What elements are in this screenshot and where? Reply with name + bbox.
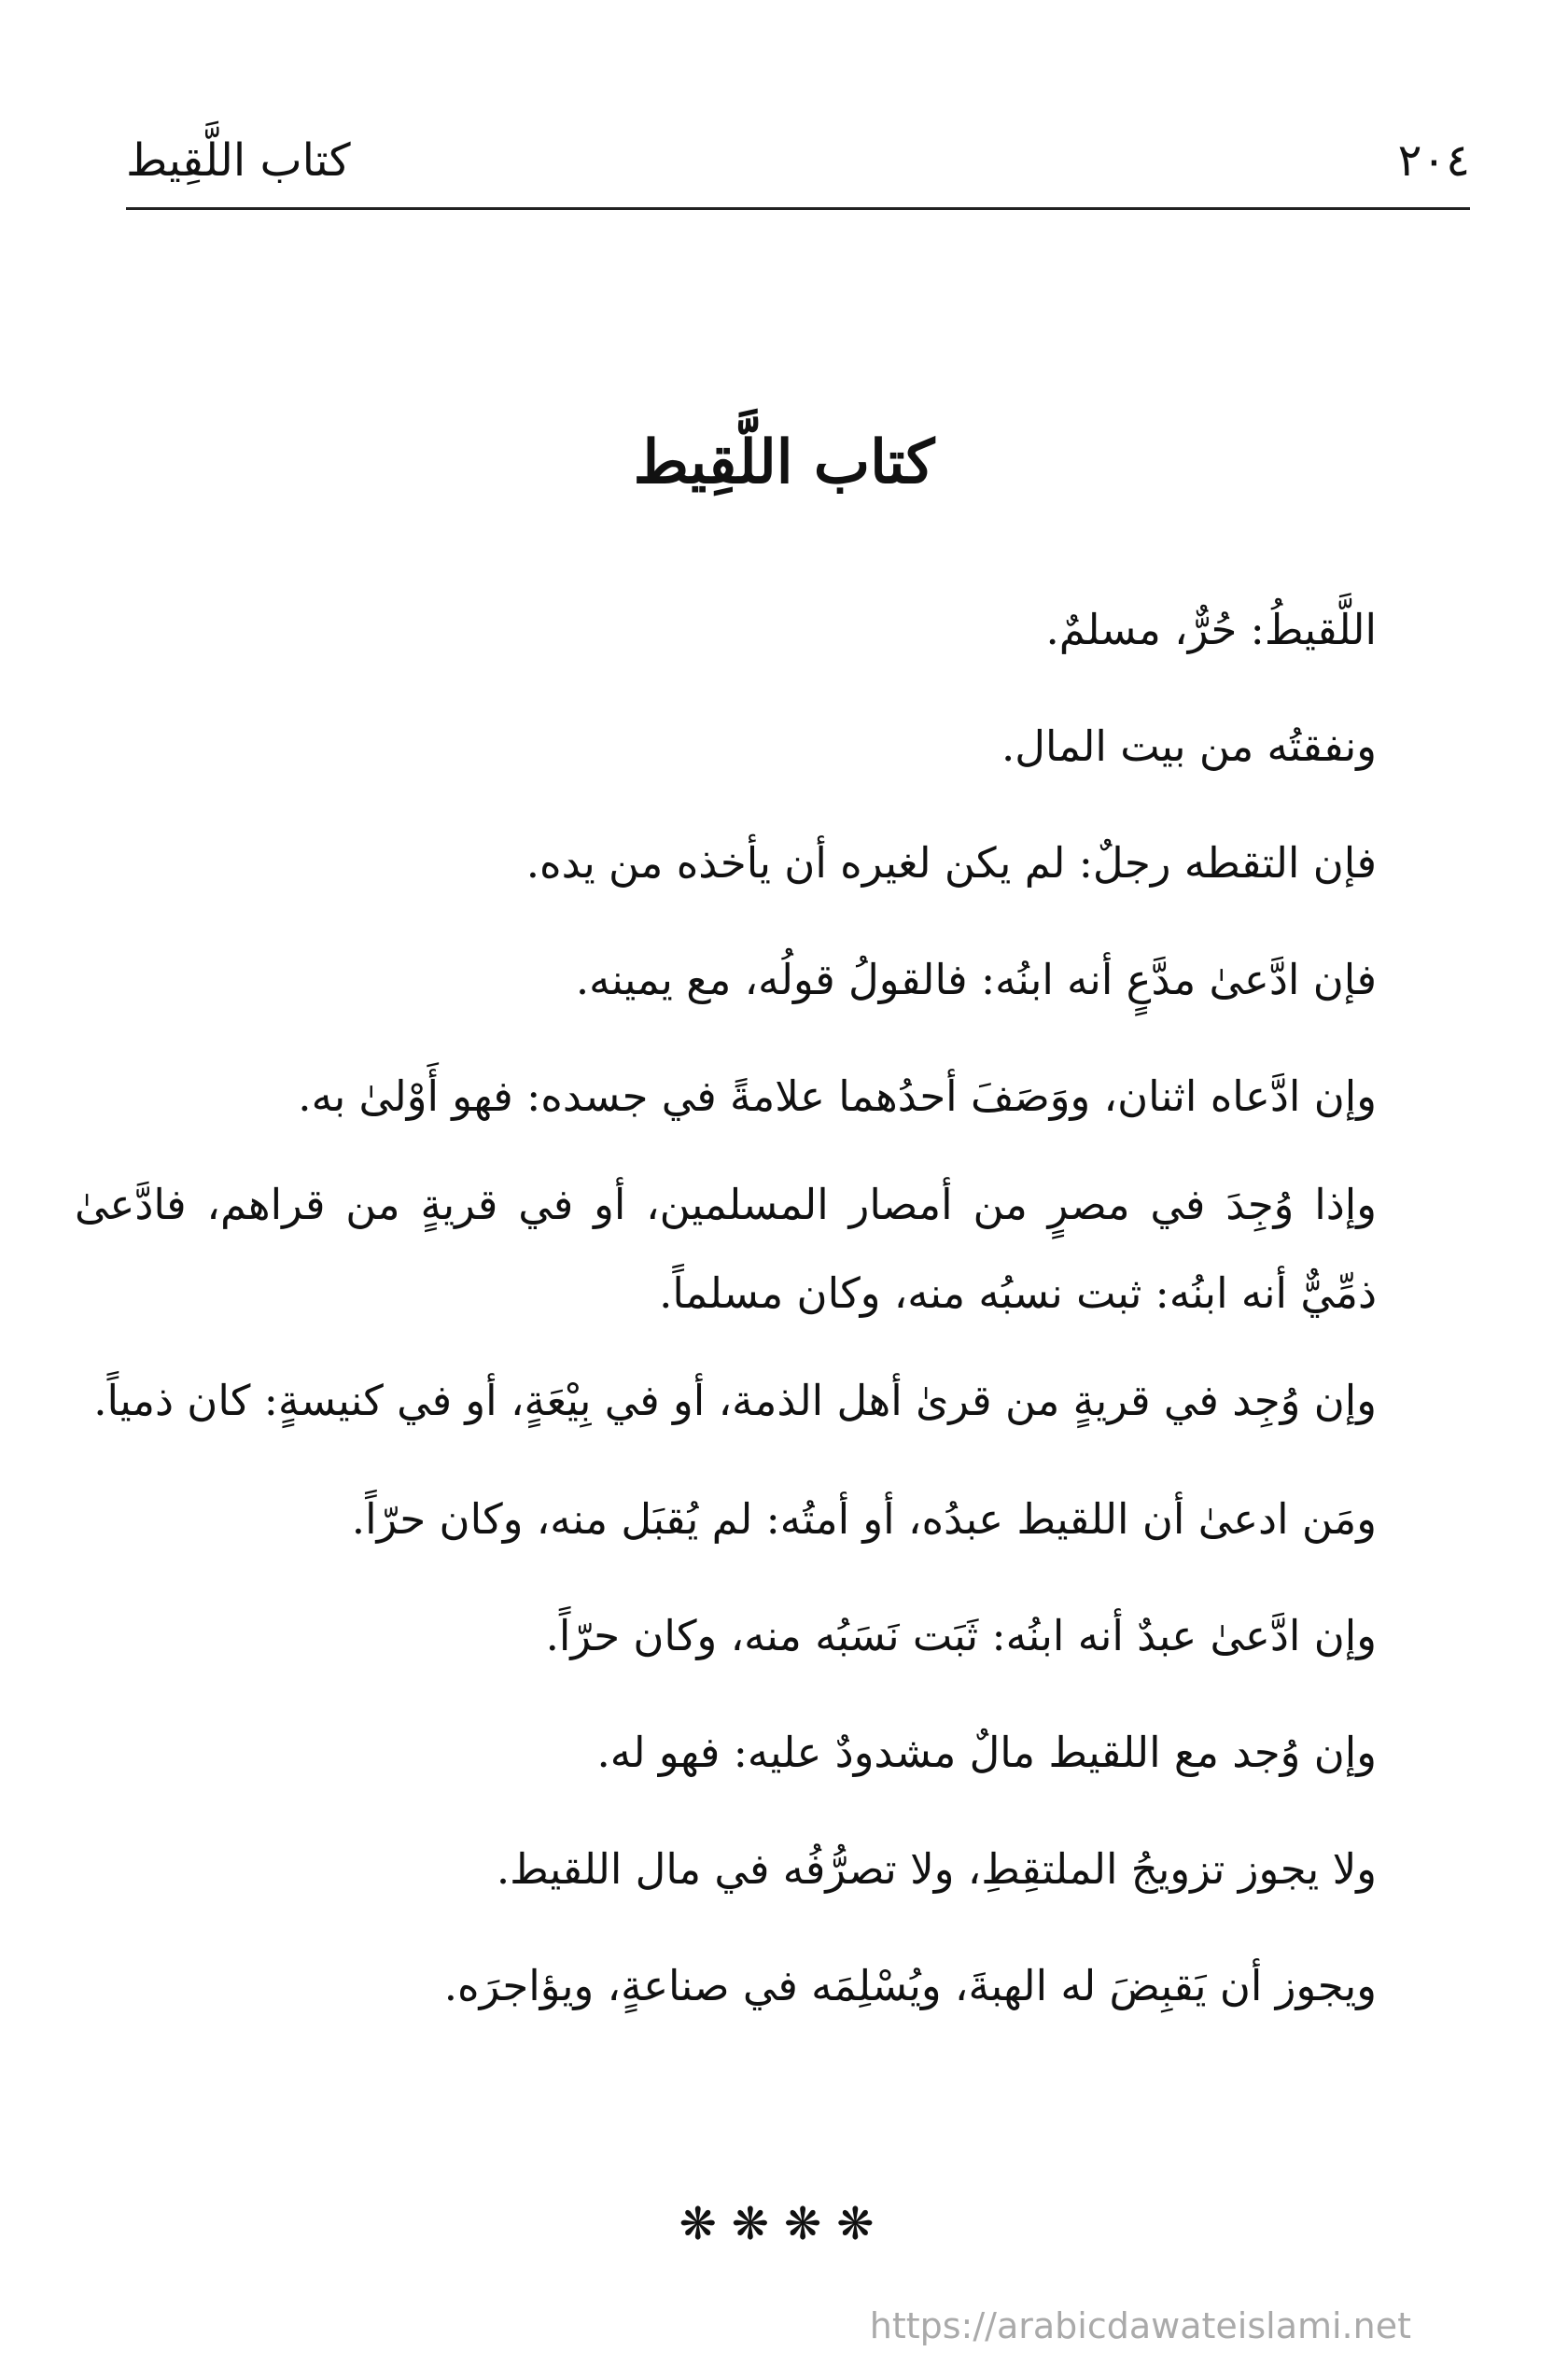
page-header bbox=[126, 131, 1470, 210]
paragraph: وإن وُجِد في قريةٍ من قرىٰ أهل الذمة، أو في بِيْعَةٍ، أو في كنيسةٍ: كان ذمياً. bbox=[93, 1376, 1377, 1425]
paragraph: اللَّقيطُ: حُرٌّ، مسلمٌ. bbox=[1045, 605, 1377, 654]
paragraph: ويجوز أن يَقبِضَ له الهبةَ، ويُسْلِمَه في صناعةٍ، ويؤاجرَه. bbox=[443, 1961, 1377, 2010]
chapter-title: كتاب اللَّقِيط bbox=[633, 427, 935, 497]
paragraph: ومَن ادعىٰ أن اللقيط عبدُه، أو أمتُه: لم يُقبَل منه، وكان حرّاً. bbox=[351, 1494, 1377, 1544]
paragraph: وإن وُجد مع اللقيط مالٌ مشدودٌ عليه: فهو له. bbox=[596, 1728, 1377, 1777]
paragraph: وإن ادَّعىٰ عبدٌ أنه ابنُه: ثَبَت نَسَبُه منه، وكان حرّاً. bbox=[545, 1611, 1377, 1660]
section-end-ornament: ❋❋❋❋ bbox=[679, 2198, 889, 2250]
paragraph: ونفقتُه من بيت المال. bbox=[1001, 721, 1377, 771]
paragraph: فإن التقطه رجلٌ: لم يكن لغيره أن يأخذه من يده. bbox=[525, 838, 1377, 888]
body-text bbox=[75, 574, 1377, 2047]
paragraph: وإن ادَّعاه اثنان، ووَصَفَ أحدُهما علامةً في جسده: فهو أَوْلىٰ به. bbox=[298, 1071, 1377, 1121]
watermark-url: https://arabicdawateislami.net bbox=[869, 2305, 1411, 2346]
paragraph: وإذا وُجِدَ في مصرٍ من أمصار المسلمين، أو في قريةٍ من قراهم، فادَّعىٰ ذمِّيٌّ أنه ابنُه: ثبت نسبُه منه، وكان مسلماً. bbox=[75, 1180, 1377, 1318]
paragraph: فإن ادَّعىٰ مدَّعٍ أنه ابنُه: فالقولُ قولُه، مع يمينه. bbox=[575, 955, 1377, 1004]
page-number: ٢٠٤ bbox=[1397, 134, 1470, 187]
running-header-title: كتاب اللَّقِيط bbox=[126, 134, 351, 187]
paragraph: ولا يجوز تزويجُ الملتقِطِ، ولا تصرُّفُه في مال اللقيط. bbox=[496, 1844, 1377, 1894]
